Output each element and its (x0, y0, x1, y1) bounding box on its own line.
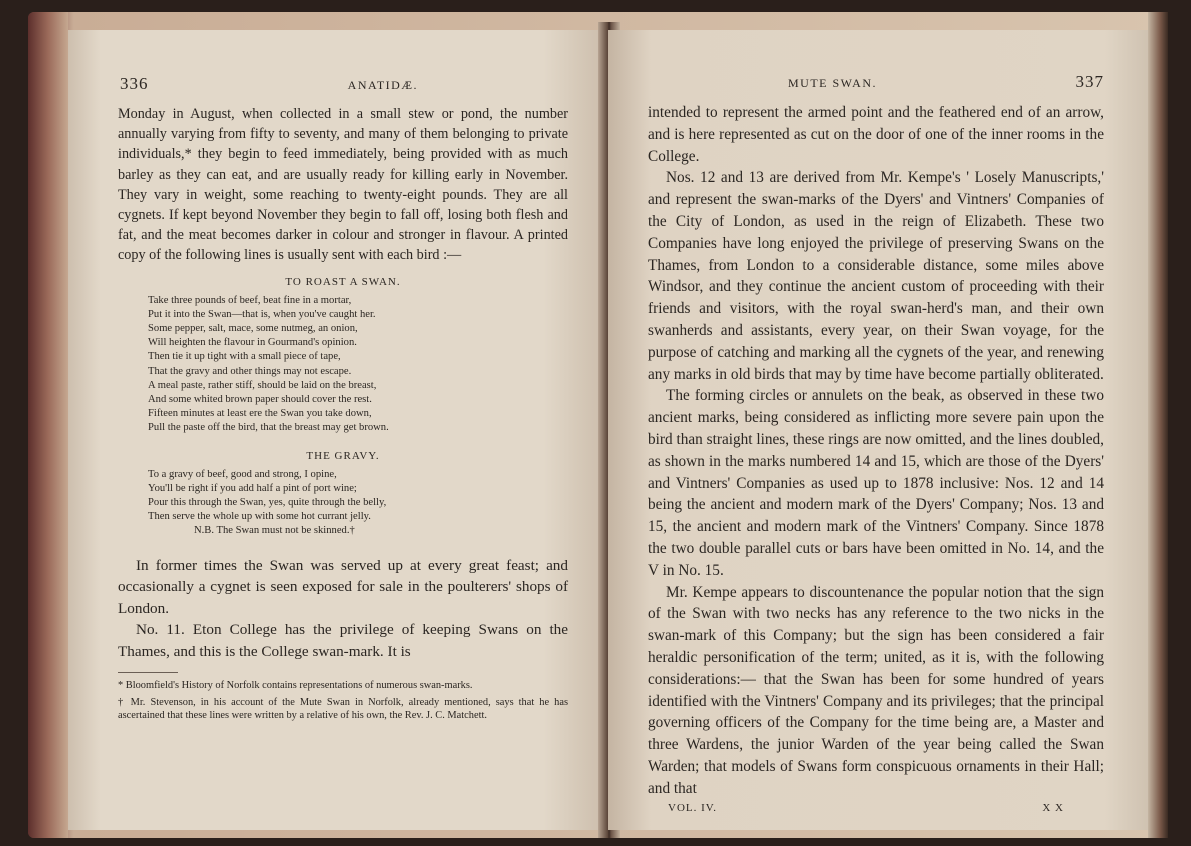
poem (148, 468, 568, 525)
poem-line: Pour this through the Swan, yes, quite through the belly, (148, 497, 387, 509)
footnote: * Bloomfield's History of Norfolk contains representations of numerous swan-marks. (118, 680, 473, 692)
paragraph: intended to represent the armed point and the feathered end of an arrow, and is here represented as cut on the door of one of the inner rooms in the College. (648, 104, 1104, 165)
book (28, 12, 1168, 838)
page-number: 337 (1075, 72, 1104, 91)
poem-line: Then tie it up tight with a small piece of tape, (148, 351, 341, 363)
poem-line: Fifteen minutes at least ere the Swan you take down, (148, 408, 372, 420)
note-line: N.B. The Swan must not be skinned.† (194, 525, 355, 537)
poem-note (148, 524, 568, 538)
poem-line: Will heighten the flavour in Gourmand's opinion. (148, 337, 357, 349)
book-edge-right (1148, 12, 1168, 838)
poem-line: A meal paste, rather stiff, should be laid on the breast, (148, 379, 377, 391)
paragraph: Mr. Kempe appears to discountenance the popular notion that the sign of the Swan with two necks has any reference to the two nicks in the swan-mark of this Company; but the sign has been considered a fair heraldic personification of the term; united, as it is, with the following considerations:— that the Swan has been for some hundred of years identified with the Vintners' Company and its privileges; that the principal governing officers of the Company for the time being are, a Master and three Wardens, the junior Warden of the year being called the Swan Warden; that models of Swans form conspicuous ornaments in their Hall; and that (648, 583, 1104, 797)
page-number: 336 (120, 74, 149, 93)
poem-line: Take three pounds of beef, beat fine in a mortar, (148, 294, 352, 306)
signature-mark: X X (1042, 801, 1064, 814)
running-head: MUTE SWAN. (788, 76, 877, 90)
footnote: † Mr. Stevenson, in his account of the Mute Swan in Norfolk, already mentioned, says that he has ascertained that these lines were written by a relative of his own, the Rev. J. C. Matchett. (118, 697, 568, 722)
footnote-rule (118, 672, 178, 673)
book-edge-left (28, 12, 68, 838)
poem-title: TO ROAST A SWAN. (285, 275, 401, 288)
paragraph: Nos. 12 and 13 are derived from Mr. Kempe's ' Losely Manuscripts,' and represent the swan-marks of the Dyers' and Vintners' Companies of the City of London, as used in the reign of Elizabeth. These two Companies have long enjoyed the privilege of preserving Swans on the Thames, from London to a considerable distance, some miles above Windsor, and they continue the ancient custom of proceeding with their friends and visitors, with the royal swan-herd's man, and their own swanherds and assistants, every year, on their Swan voyage, for the purpose of catching and marking all the cygnets of the year, and renewing any marks in old birds that may by time have become partially obliterated. (648, 169, 1104, 383)
paragraph: Monday in August, when collected in a small stew or pond, the number annually varying from fifty to seventy, and many of them belonging to private individuals,* they begin to feed immediately, being provided with as much barley as they can eat, and are usually ready for killing early in November. They vary in weight, some reaching to twenty-eight pounds. They are all cygnets. If kept beyond November they begin to fall off, losing both flesh and fat, and the meat becomes darker in colour and stronger in flavour. A printed copy of the following lines is usually sent with each bird :— (118, 106, 568, 264)
left-page-header (120, 74, 568, 94)
page-footer (668, 802, 1104, 814)
right-page (608, 30, 1148, 830)
poem-line: Put it into the Swan—that is, when you've caught her. (148, 308, 376, 320)
poem-line: Then serve the whole up with some hot currant jelly. (148, 511, 371, 523)
paragraph: The forming circles or annulets on the beak, as observed in these two ancient marks, being considered as inflicting more severe pain upon the bird than straight lines, these rings are now omitted, and the lines doubled, as shown in the marks numbered 14 and 15, which are those of the Dyers' and Vintners' Companies as used up to 1878 inclusive: Nos. 12 and 14 being the ancient and modern mark of the Dyers' Company; Nos. 13 and 15, the ancient and modern mark of the Vintners' Company. Since 1878 the two double parallel cuts or bars have been omitted in No. 14, and the V in No. 15. (648, 387, 1104, 579)
right-page-header (748, 72, 1104, 92)
poem-line: Some pepper, salt, mace, some nutmeg, an onion, (148, 323, 358, 335)
poem-title: THE GRAVY. (306, 449, 380, 462)
paragraph: In former times the Swan was served up at every great feast; and occasionally a cygnet is seen exposed for sale in the poulterers' shops of London. (118, 556, 568, 617)
paragraph: No. 11. Eton College has the privilege of keeping Swans on the Thames, and this is the College swan-mark. It is (118, 621, 568, 660)
volume-label: VOL. IV. (668, 801, 718, 814)
poem-line: You'll be right if you add half a pint of port wine; (148, 482, 357, 494)
poem-line: And some whited brown paper should cover the rest. (148, 394, 372, 406)
poem-line: Pull the paste off the bird, that the breast may get brown. (148, 422, 389, 434)
poem (148, 294, 568, 436)
left-page (68, 30, 608, 830)
poem-line: That the gravy and other things may not escape. (148, 365, 352, 377)
poem-line: To a gravy of beef, good and strong, I opine, (148, 468, 337, 480)
running-head: ANATIDÆ. (347, 78, 418, 92)
